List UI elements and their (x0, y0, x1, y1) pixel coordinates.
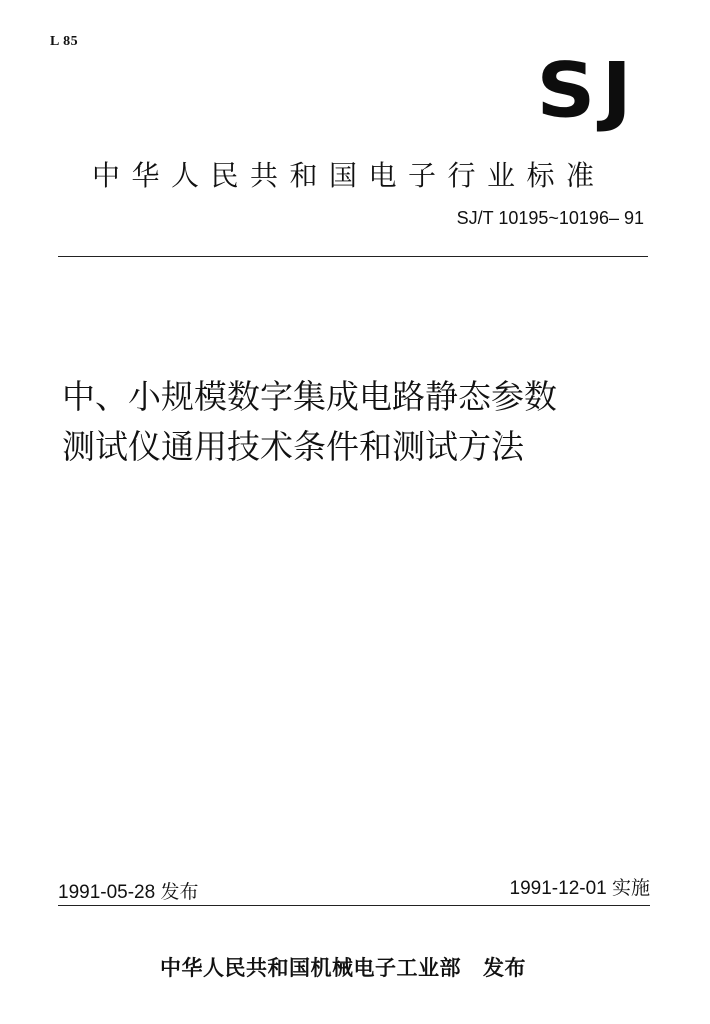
issue-date: 1991-05-28 发布 (58, 882, 199, 903)
document-title-line-1: 中、小规模数字集成电路静态参数 (62, 377, 557, 416)
classification-code: L 85 (50, 34, 79, 49)
document-title-line-2: 测试仪通用技术条件和测试方法 (62, 427, 524, 466)
header-divider (58, 256, 648, 257)
footer-divider (58, 905, 650, 906)
standard-category-heading: 中华人民共和国电子行业标准 (92, 159, 606, 192)
standard-number: SJ/T 10195~10196– 91 (456, 208, 644, 228)
issue-word: 发布 (483, 956, 526, 980)
issuer-name: 中华人民共和国机械电子工业部 (160, 956, 461, 980)
issuer-line (160, 952, 526, 982)
sj-logo: SJ (536, 47, 638, 135)
document-title (62, 372, 662, 472)
effective-date: 1991-12-01 实施 (509, 878, 650, 899)
